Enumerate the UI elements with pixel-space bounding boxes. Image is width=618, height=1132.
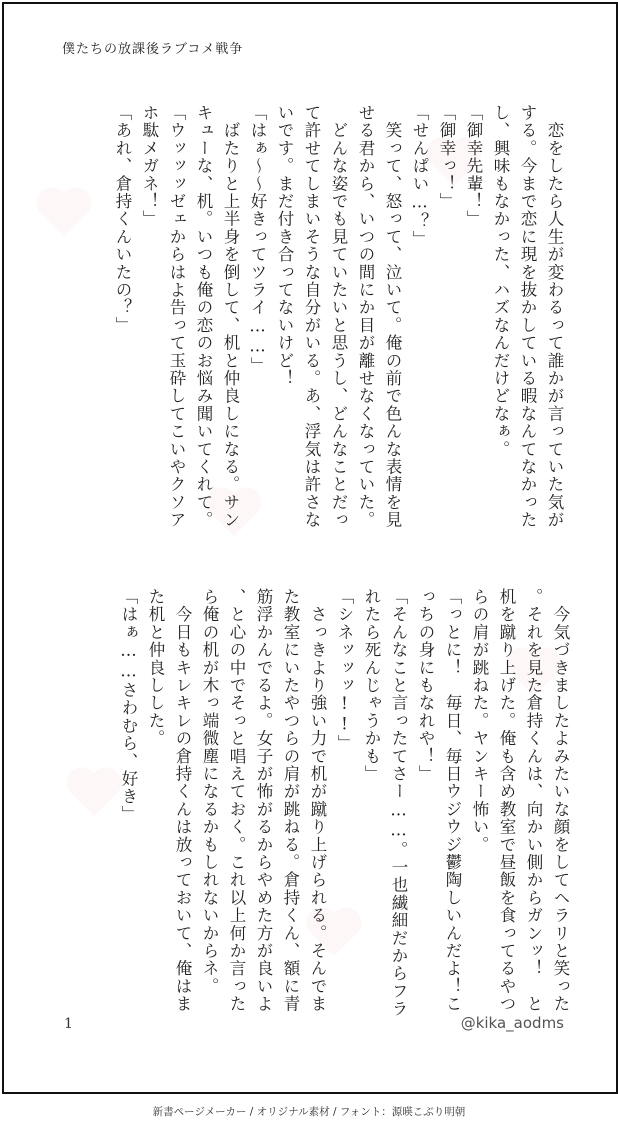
lower-text-block [115, 588, 574, 1018]
text-paragraph: 「はぁ……さわむら、好き」 [119, 588, 138, 824]
text-paragraph: 「シネッッッ!!」 [335, 588, 354, 753]
text-paragraph: 「っとに！ 毎日、毎日ウジウジ鬱陶しいんだよ！こ っちの身にもなれや！」 [416, 588, 462, 1013]
book-title: 僕たちの放課後ラブコメ戦争 [62, 42, 244, 57]
text-paragraph: 「せんぱい…？」 [410, 104, 429, 249]
text-paragraph: 「御幸っ！」 [437, 104, 456, 211]
page-maker-credit: 新書ページメーカー / オリジナル素材 / フォント：源暎こぶり明朝 [152, 1106, 466, 1118]
heart-decoration-icon [34, 184, 94, 238]
upper-text-block [109, 104, 568, 534]
page-number: 1 [64, 1016, 73, 1032]
text-paragraph: 「ウッッッゼェからはよ告って玉砕してこいやクソア ホ駄メガネ！」 [140, 104, 186, 529]
text-paragraph: 笑って、怒って、泣いて。俺の前で色んな表情を見 せる君から、いつの間にか目が離せなくなっていた。 [356, 104, 402, 529]
text-paragraph: 「あれ、倉持くんいたの？」 [113, 104, 132, 335]
text-paragraph: 「御幸先輩！」 [464, 104, 483, 228]
manuscript-page [2, 2, 618, 1094]
text-paragraph: どんな姿でも見ていたいと思うし、どんなことだっ て許せてしまいそうな自分がいる。あ、浮気は許さな いです。まだ付き合ってないけど！ [275, 104, 348, 529]
text-paragraph: 「はぁ〜〜好きってツライ……」 [248, 104, 267, 375]
author-handle: @kika_aodms [460, 1014, 564, 1032]
text-paragraph: 今気づきましたよみたいな顔をしてヘラリと笑った 。それを見た倉持くんは、向かい側からガンッ！ と 机を蹴り上げた。俺も含め教室で昼飯を食ってるやつ らの肩が跳ねた。ヤンキー怖い。 [470, 588, 570, 1013]
text-paragraph: 恋をしたら人生が変わるって誰かが言っていた気が する。今まで恋に現を抜かしている暇なんてなかった し、興味もなかった、ハズなんだけどなぁ。 [491, 104, 564, 529]
text-paragraph: 「そんなこと言ったてさー……。一也繊細だからフラ れたら死んじゃうかも」 [362, 588, 408, 1018]
text-paragraph: 今日もキレキレの倉持くんは放っておいて、俺はま た机と仲良しした。 [146, 588, 192, 1013]
text-paragraph: ばたりと上半身を倒して、机と仲良しになる。サン キューな、机。いつも俺の恋のお悩み聞いてくれて。 [194, 104, 240, 529]
text-paragraph: さっきより強い力で机が蹴り上げられる。そんでま た教室にいたやつらの肩が跳ねる。倉持くん、額に青 筋浮かんでるよ。女子が怖がるからやめた方が良いよ 、と心の中でそっと唱えておく。これ以上何か言った ら俺の机が木っ端微塵になるかもしれないからネ。 [200, 588, 327, 1013]
